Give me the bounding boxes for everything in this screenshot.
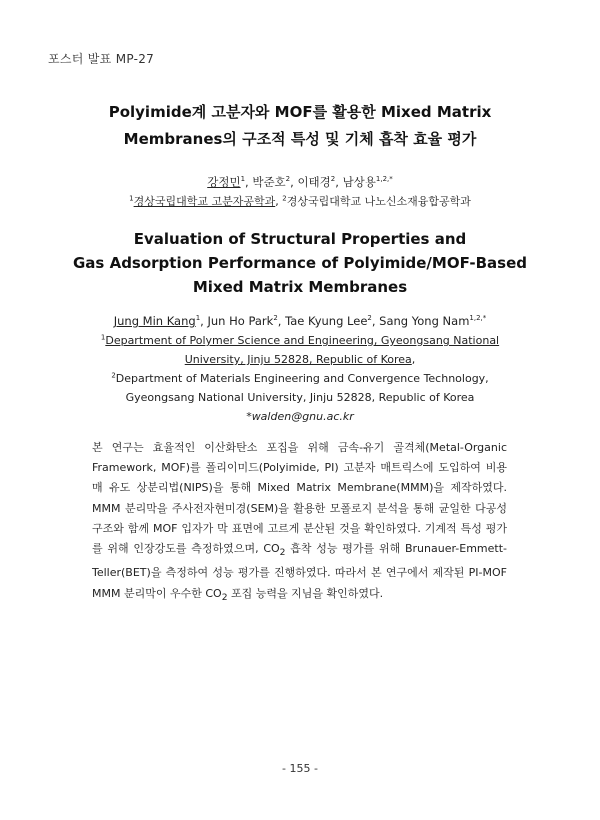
english-title-line-1: Evaluation of Structural Properties and: [133, 230, 467, 248]
english-affiliation-2-line-2: Gyeongsang National University, Jinju 52828, Republic of Korea: [125, 391, 475, 404]
author-sup: 2: [285, 175, 291, 184]
english-title-line-2: Gas Adsorption Performance of Polyimide/MOF-Based: [73, 254, 527, 272]
author-name: 강정민: [207, 175, 241, 189]
subscript: 2: [279, 547, 286, 559]
affiliation-text: Department of Polymer Science and Engineering, Gyeongsang National: [105, 334, 500, 347]
author-sup: 1,2,*: [375, 175, 393, 184]
english-affiliation-2-line-1: [0, 372, 600, 385]
affiliation-sup: 2: [282, 194, 287, 203]
abstract-text-3: 포집 능력을 지님을 확인하였다.: [227, 586, 384, 600]
author-name: 남상용: [342, 175, 376, 189]
author-sup: 1: [195, 314, 201, 323]
page-number: - 155 -: [282, 762, 318, 775]
english-title-line-3: Mixed Matrix Membranes: [192, 278, 408, 296]
corresponding-email: *walden@gnu.ac.kr: [246, 410, 354, 423]
author-name: Tae Kyung Lee: [285, 314, 368, 328]
author-name: 박준호: [252, 175, 286, 189]
affiliation-2: 경상국립대학교 나노신소재융합공학과: [286, 195, 471, 208]
affiliation-sup: 1: [100, 333, 106, 342]
affiliation-text: Department of Materials Engineering and Convergence Technology,: [115, 372, 489, 385]
english-affiliation-1-line-1: [0, 334, 600, 347]
poster-session-label: 포스터 발표 MP-27: [48, 52, 155, 66]
korean-affiliations: $^1$경상국립대학교 고분자공학과, $^2$경상국립대학교 나노신소재융합공학과: [129, 194, 471, 208]
abstract-text-2: 흡착 성능 평가를 위해 Brunauer-Emmett-Teller(BET)을 측정하여 성능 평가를 진행하였다. 따라서 본 연구에서 제작된 PI-MOF MMM 분리막이 우수한 CO: [92, 542, 507, 600]
author-name: 이태경: [297, 175, 331, 189]
abstract-paragraph: [92, 438, 507, 608]
english-affiliation-1-line-2: University, Jinju 52828, Republic of Korea,: [184, 353, 416, 366]
subscript: 2: [221, 591, 228, 603]
author-sup: 2: [273, 314, 278, 323]
abstract: [92, 438, 507, 608]
author-name: Jung Min Kang: [113, 314, 196, 328]
author-name: Sang Yong Nam: [379, 314, 470, 328]
korean-authors: 강정민$^1$, 박준호$^2$, 이태경$^2$, 남상용$^{1,2,*}$: [207, 175, 393, 189]
author-sup: 1: [240, 175, 246, 184]
affiliation-1: 경상국립대학교 고분자공학과: [133, 195, 276, 208]
author-name: Jun Ho Park: [207, 314, 274, 328]
affiliation-sup: 1: [129, 194, 134, 203]
korean-title-line-2: Membranes의 구조적 특성 및 기체 흡착 효율 평가: [123, 130, 477, 148]
abstract-text-1: 본 연구는 효율적인 이산화탄소 포집을 위해 금속-유기 골격체(Metal-Organic Framework, MOF)를 폴리이미드(Polyimide, PI) 고분자 매트릭스에 도입하여 비용매 유도 상분리법(NIPS)을 통해 Mixed Matrix Membrane(MMM)을 제작하였다. MMM 분리막을 주사전자현미경(SEM)을 활용한 모폴로지 분석을 통해 균일한 다공성 구조와 함께 MOF 입자가 막 표면에 고르게 분산된 것을 확인하였다. 기계적 특성 평가를 위해 인장강도를 측정하였으며, CO: [92, 441, 507, 556]
author-sup: 2: [330, 175, 336, 184]
affiliation-sup: 2: [111, 371, 116, 380]
affiliation-text: University, Jinju 52828, Republic of Korea: [184, 353, 412, 366]
korean-title-line-1: Polyimide계 고분자와 MOF를 활용한 Mixed Matrix: [108, 103, 492, 121]
author-sup: 2: [367, 314, 372, 323]
author-sup: 1,2,*: [469, 314, 487, 323]
english-authors: Jung Min Kang$^1$, Jun Ho Park$^2$, Tae Kyung Lee$^2$, Sang Yong Nam$^{1,2,*}$: [113, 314, 487, 328]
